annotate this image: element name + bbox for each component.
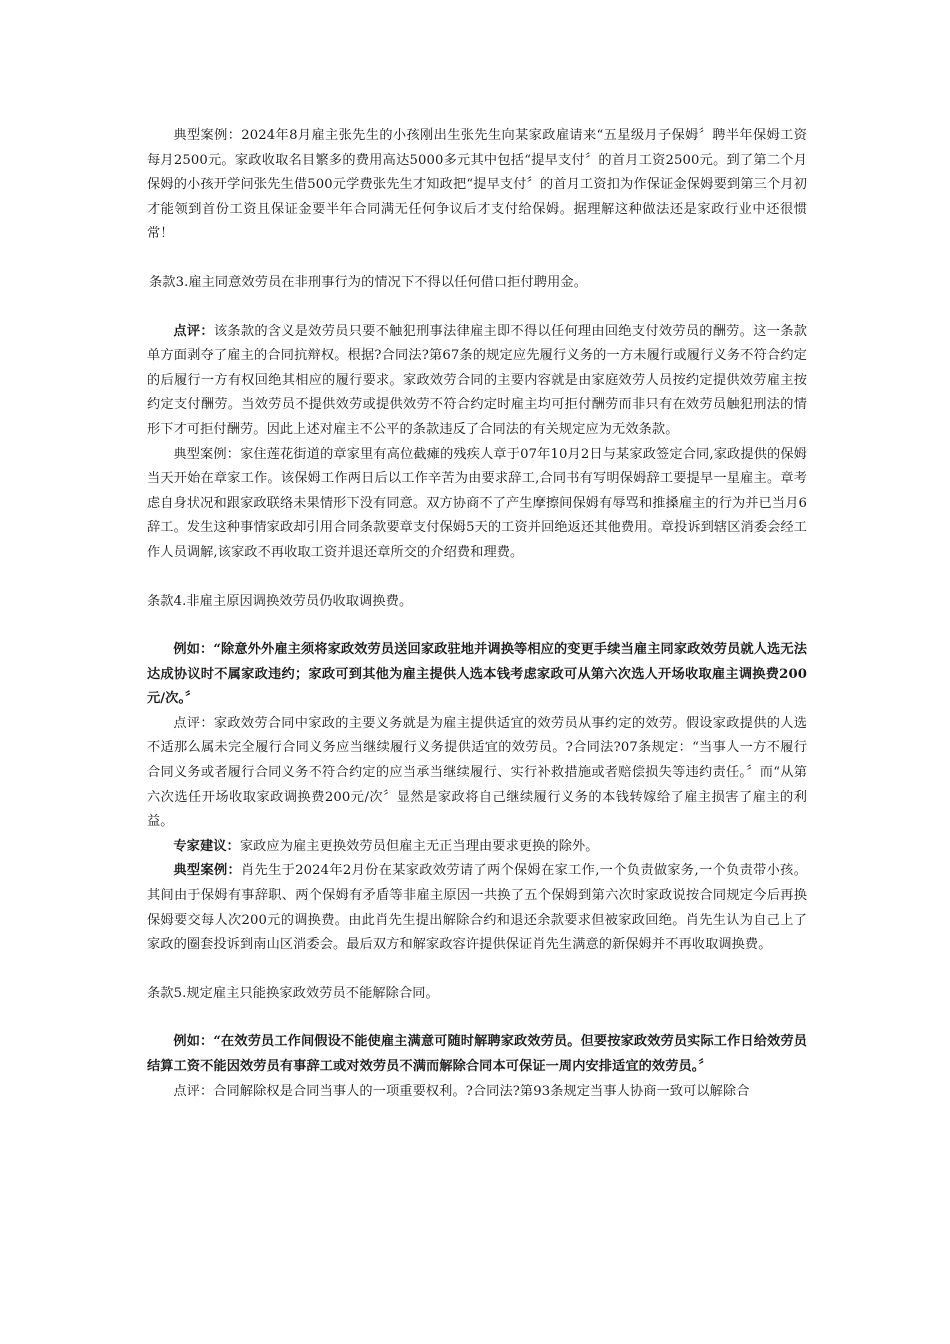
example-label: 例如： [173,642,214,658]
example-text: “在效劳员工作间假设不能使雇主满意可随时解聘家政效劳员。但要按家政效劳员实际工作日给效劳员结算工资不能因效劳员有事辞工或对效劳员不满而解除合同本可保证一周内安排适宜的效劳员。〞 [147,1034,807,1074]
comment-text: 合同解除权是合同当事人的一项重要权利。?合同法?第93条规定当事人协商一致可以解除合 [213,1083,750,1099]
comment-paragraph [147,712,807,835]
case-label: 典型案例： [173,863,242,879]
comment-paragraph [147,320,807,443]
comment-label: 点评： [173,715,214,731]
case-text: 肖先生于2024年2月份在某家政效劳请了两个保姆在家工作,一个负责做家务,一个负责带小孩。其间由于保姆有事辞职、两个保姆有矛盾等非雇主原因一共换了五个保姆到第六次时家政说按合同规定今后再换保姆要交每人次200元的调换费。由此肖先生提出解除合约和退还余款要求但被家政回绝。肖先生认为自己上了家政的圈套投诉到南山区消委会。最后双方和解家政容许提供保证肖先生满意的新保姆并不再收取调换费。 [147,863,807,953]
example-paragraph [147,638,807,712]
case-paragraph [147,124,807,247]
case-label: 典型案例： [173,446,241,462]
clause-4: 条款4.非雇主原因调换效劳员仍收取调换费。 [147,593,413,609]
advice-paragraph [147,835,807,860]
case-text: 2024年8月雇主张先生的小孩刚出生张先生向某家政雇请来“五星级月子保姆〞聘半年保姆工资每月2500元。家政收取名目繁多的费用高达5000多元其中包括“提早支付〞的首月工资2500元。到了第二个月保姆的小孩开学问张先生借500元学费张先生才知政把“提早支付〞的首月工资扣为作保证金保姆要到第三个月初才能领到首份工资且保证金要半年合同满无任何争议后才支付给保姆。据理解这种做法还是家政行业中还很惯常！ [147,128,808,242]
comment-paragraph [147,1080,807,1105]
example-label: 例如： [173,1034,214,1050]
comment-text: 该条款的含义是效劳员只要不触犯刑事法律雇主即不得以任何理由回绝支付效劳员的酬劳。这一条款单方面剥夺了雇主的合同抗辩权。根据?合同法?第67条的规定应先履行义务的一方未履行或履行义务不符合约定的后履行一方有权回绝其相应的履行要求。家政效劳合同的主要内容就是由家庭效劳人员按约定提供效劳雇主按约定支付酬劳。当效劳员不提供效劳或提供效劳不符合约定时雇主均可拒付酬劳而非只有在效劳员触犯刑法的情形下才可拒付酬劳。因此上述对雇主不公平的条款违反了合同法的有关规定应为无效条款。 [147,323,807,437]
case-label: 典型案例： [173,128,242,143]
clause-5: 条款5.规定雇主只能换家政效劳员不能解除合同。 [147,985,439,1001]
example-paragraph [147,1030,807,1079]
case-text: 家住莲花街道的章家里有高位截瘫的残疾人章于07年10月2日与某家政签定合同,家政提供的保姆当天开始在章家工作。该保姆工作两日后以工作辛苦为由要求辞工,合同书有写明保姆辞工要提早一星雇主。章考虑自身状况和跟家政联络未果情形下没有同意。双方协商不了产生摩擦间保姆有辱骂和推搡雇主的行为并已当月6辞工。发生这种事情家政却引用合同条款要章支付保姆5天的工资并回绝返还其他费用。章投诉到辖区消委会经工作人员调解,该家政不再收取工资并退还章所交的介绍费和理费。 [147,446,808,560]
document-body [147,124,807,1104]
clause-3: 条款3.雇主同意效劳员在非刑事行为的情况下不得以任何借口拒付聘用金。 [149,274,587,290]
comment-label: 点评： [173,323,214,339]
comment-label: 点评： [173,1083,214,1099]
comment-text: 家政效劳合同中家政的主要义务就是为雇主提供适宜的效劳员从事约定的效劳。假设家政提供的人选不适那么属未完全履行合同义务应当继续履行义务提供适宜的效劳员。?合同法?07条规定：“当事人一方不履行合同义务或者履行合同义务不符合约定的应当承当继续履行、实行补救措施或者赔偿损失等违约责任。〞而“从第六次选任开场收取家政调换费200元/次〞显然是家政将自己继续履行义务的本钱转嫁给了雇主损害了雇主的利益。 [147,715,807,830]
case-paragraph [147,443,807,566]
advice-text: 家政应为雇主更换效劳员但雇主无正当理由要求更换的除外。 [239,838,599,854]
example-text: “除意外外雇主须将家政效劳员送回家政驻地并调换等相应的变更手续当雇主同家政效劳员就人选无法达成协议时不属家政违约；家政可到其他为雇主提供人选本钱考虑家政可从第六次选人开场收取雇主调换费200元/次。〞 [147,642,807,707]
case-paragraph [147,859,807,957]
advice-label: 专家建议： [173,838,240,854]
